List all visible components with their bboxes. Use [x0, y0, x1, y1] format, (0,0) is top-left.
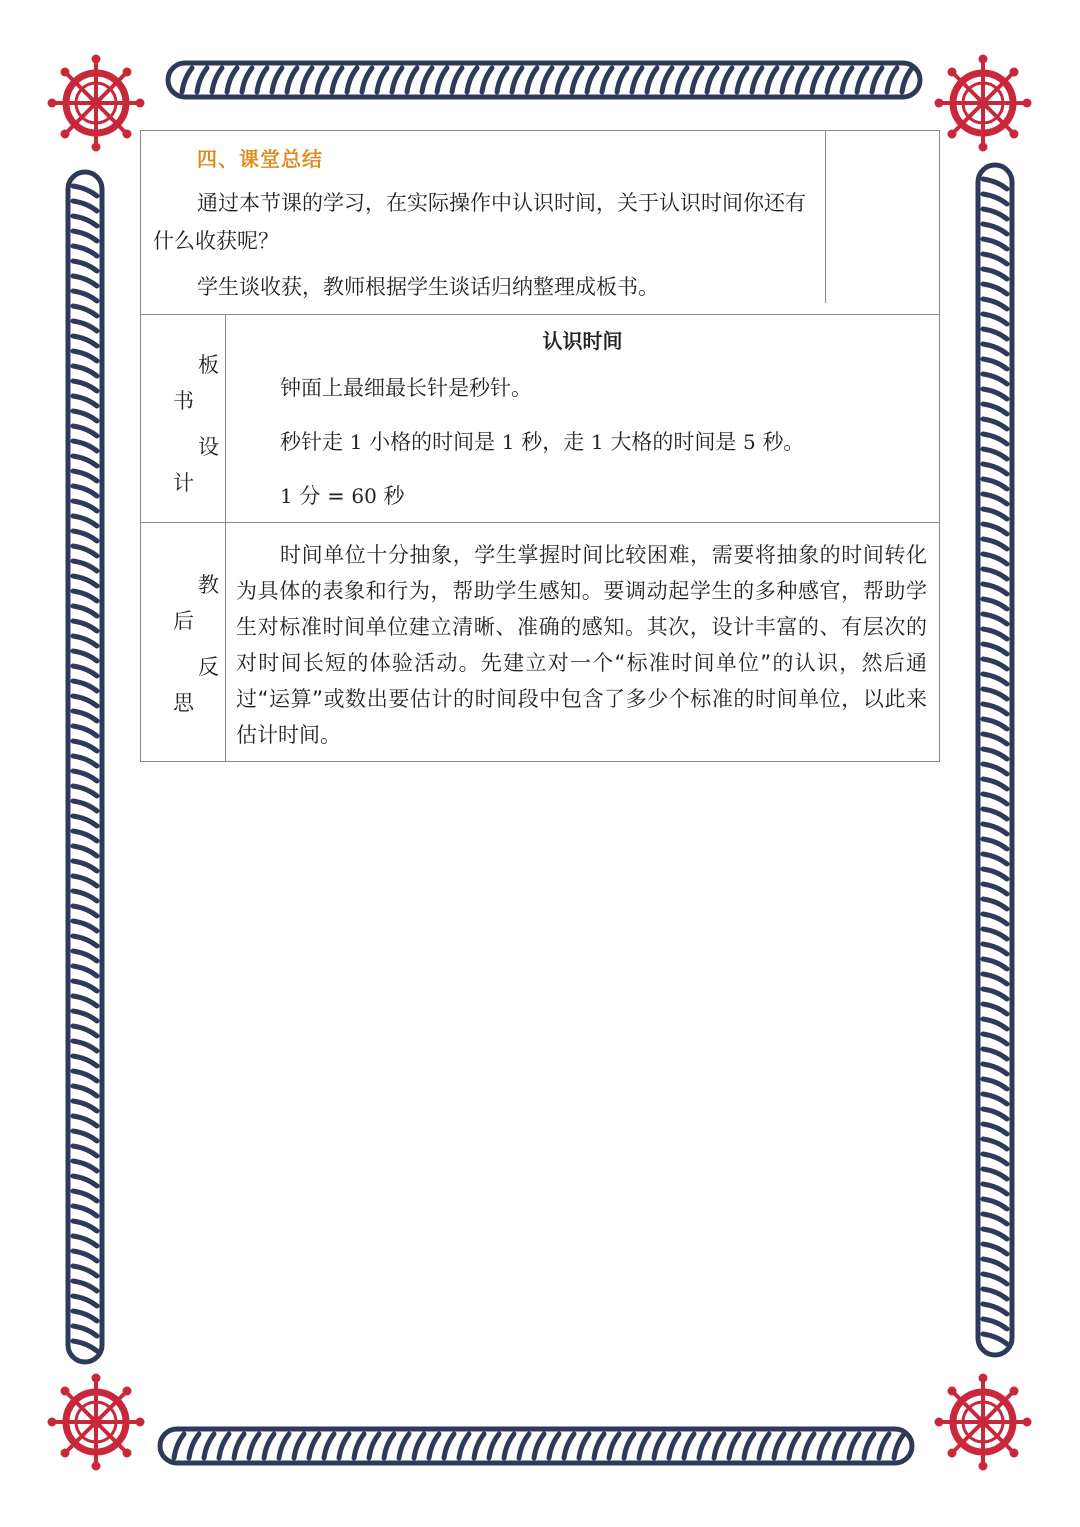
ship-wheel-icon-bottom-right — [935, 1374, 1032, 1471]
board-content-cell — [226, 315, 940, 523]
ship-wheel-icon-top-left — [48, 55, 145, 152]
board-design-label: 板 书 设 计 — [173, 353, 219, 495]
rope-border-left — [68, 172, 102, 1362]
summary-question: 通过本节课的学习，在实际操作中认识时间，关于认识时间你还有什么收获呢？ — [153, 191, 806, 253]
board-label-cell — [141, 315, 226, 523]
summary-side-column — [825, 131, 826, 303]
lesson-plan-table — [140, 130, 940, 762]
ship-wheel-icon-bottom-left — [48, 1374, 145, 1471]
reflection-label-cell — [141, 523, 226, 762]
summary-heading: 四、课堂总结 — [197, 147, 323, 171]
board-line-2: 秒针走 1 小格的时间是 1 秒，走 1 大格的时间是 5 秒。 — [280, 430, 805, 454]
rope-border-right — [978, 165, 1012, 1355]
board-line-3: 1 分 = 60 秒 — [280, 484, 405, 508]
rope-border-top — [168, 63, 920, 97]
ship-wheel-icon-top-right — [935, 55, 1032, 152]
rope-border-bottom — [160, 1429, 912, 1463]
board-line-1: 钟面上最细最长针是秒针。 — [280, 376, 532, 400]
reflection-text: 时间单位十分抽象，学生掌握时间比较困难，需要将抽象的时间转化为具体的表象和行为，帮助学生感知。要调动起学生的多种感官，帮助学生对标准时间单位建立清晰、准确的感知。其次，设计丰富的、有层次的对时间长短的体验活动。先建立对一个“标准时间单位”的认识，然后通过“运算”或数出要估计的时间段中包含了多少个标准的时间单位，以此来估计时间。 — [236, 543, 927, 747]
reflection-content-cell — [226, 523, 940, 762]
summary-cell — [141, 131, 940, 315]
reflection-label: 教 后 反 思 — [173, 573, 219, 715]
summary-activity: 学生谈收获，教师根据学生谈话归纳整理成板书。 — [197, 275, 659, 299]
board-title: 认识时间 — [542, 329, 623, 353]
